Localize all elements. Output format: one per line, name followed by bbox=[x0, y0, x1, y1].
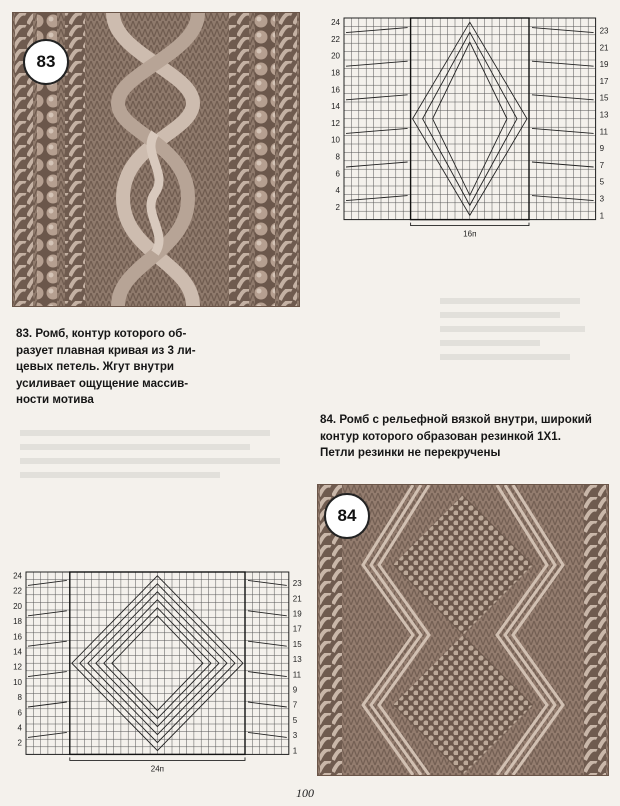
cable-cross-mark bbox=[248, 611, 287, 616]
cable-cross-mark bbox=[532, 128, 594, 133]
row-number-right: 19 bbox=[292, 609, 302, 619]
caption-line: Петли резинки не перекручены bbox=[320, 446, 501, 459]
photo-84-knit-sample bbox=[317, 484, 609, 776]
caption-84 bbox=[320, 412, 592, 462]
cable-cross-mark bbox=[346, 128, 408, 133]
row-number-left: 12 bbox=[13, 662, 22, 672]
cable-cross-mark bbox=[532, 196, 594, 201]
page-number: 100 bbox=[296, 786, 314, 800]
row-number-right: 13 bbox=[599, 110, 609, 120]
caption-line: разует плавная кривая из 3 ли- bbox=[16, 343, 196, 357]
row-number-right: 15 bbox=[599, 93, 609, 103]
row-number-right: 7 bbox=[292, 700, 298, 710]
row-number-right: 3 bbox=[292, 731, 298, 741]
row-number-left: 18 bbox=[13, 617, 22, 627]
pattern-number-badge-83: 83 bbox=[23, 39, 69, 85]
row-number-right: 15 bbox=[292, 639, 302, 649]
row-number-right: 11 bbox=[599, 127, 608, 137]
row-number-right: 9 bbox=[292, 685, 298, 695]
row-number-right: 1 bbox=[599, 211, 605, 221]
row-number-right: 3 bbox=[599, 194, 605, 204]
cable-cross-mark bbox=[346, 61, 408, 66]
caption-line: усиливает ощущение массив- bbox=[16, 376, 189, 390]
row-number-left: 22 bbox=[13, 586, 22, 596]
cable-cross-mark bbox=[28, 641, 67, 646]
row-number-right: 17 bbox=[599, 76, 609, 86]
cable-cross-mark bbox=[532, 162, 594, 167]
row-number-right: 5 bbox=[292, 715, 298, 725]
row-number-right: 1 bbox=[292, 746, 298, 756]
row-number-left: 20 bbox=[13, 601, 22, 611]
row-number-left: 14 bbox=[13, 647, 22, 657]
row-number-left: 10 bbox=[13, 677, 22, 687]
row-number-left: 4 bbox=[17, 723, 22, 733]
cable-cross-mark bbox=[28, 611, 67, 616]
chart-84 bbox=[8, 568, 308, 780]
row-number-right: 21 bbox=[292, 594, 302, 604]
cable-cross-mark bbox=[28, 732, 67, 737]
row-number-left: 24 bbox=[13, 571, 22, 581]
row-number-right: 23 bbox=[599, 26, 609, 36]
caption-line: цевых петель. Жгут внутри bbox=[16, 360, 175, 373]
row-number-right: 11 bbox=[292, 670, 302, 680]
row-number-left: 2 bbox=[17, 738, 22, 748]
row-number-right: 23 bbox=[292, 579, 302, 589]
stitch-chart-84 bbox=[8, 568, 308, 780]
cable-cross-mark bbox=[248, 732, 287, 737]
row-number-left: 8 bbox=[335, 152, 340, 162]
caption-line: ности мотива bbox=[16, 393, 94, 406]
row-number-left: 22 bbox=[331, 34, 340, 44]
cable-cross-mark bbox=[28, 702, 67, 707]
cable-cross-mark bbox=[248, 641, 287, 646]
width-bracket bbox=[70, 757, 245, 760]
cable-cross-mark bbox=[248, 580, 287, 585]
row-number-left: 24 bbox=[331, 18, 340, 28]
row-number-right: 9 bbox=[599, 144, 605, 154]
row-number-left: 16 bbox=[331, 85, 340, 95]
row-number-right: 7 bbox=[599, 160, 605, 170]
photo-83-knit-sample bbox=[12, 12, 300, 307]
stitch-chart-83 bbox=[330, 14, 612, 244]
row-number-left: 20 bbox=[331, 51, 340, 61]
cable-cross-mark bbox=[28, 672, 67, 677]
cable-cross-mark bbox=[28, 580, 67, 585]
row-number-left: 6 bbox=[335, 169, 340, 179]
row-number-left: 14 bbox=[331, 102, 340, 112]
row-number-left: 10 bbox=[331, 135, 340, 145]
row-number-right: 17 bbox=[292, 624, 302, 634]
pattern-number-badge-84: 84 bbox=[324, 493, 370, 539]
stitch-width-label: 16п bbox=[463, 229, 477, 239]
caption-line: контур которого образован резинкой 1Х1. bbox=[320, 429, 561, 443]
row-number-left: 12 bbox=[331, 118, 340, 128]
bleed-through-text bbox=[440, 298, 590, 368]
row-number-right: 13 bbox=[292, 655, 302, 665]
caption-line: 84. Ромб с рельефной вязкой внутри, широкий bbox=[320, 413, 592, 426]
cable-cross-mark bbox=[532, 61, 594, 66]
bleed-through-text bbox=[20, 430, 290, 486]
cable-cross-mark bbox=[248, 672, 287, 677]
cable-cross-mark bbox=[248, 702, 287, 707]
row-number-right: 21 bbox=[599, 43, 609, 53]
cable-cross-mark bbox=[346, 196, 408, 201]
stitch-width-label: 24п bbox=[150, 764, 165, 774]
chart-83 bbox=[330, 14, 612, 244]
row-number-left: 16 bbox=[13, 632, 22, 642]
cable-cross-mark bbox=[346, 95, 408, 100]
cable-cross-mark bbox=[532, 95, 594, 100]
row-number-right: 19 bbox=[599, 60, 609, 70]
cable-cross-mark bbox=[346, 28, 408, 33]
row-number-left: 6 bbox=[17, 708, 22, 718]
cable-cross-mark bbox=[532, 28, 594, 33]
row-number-left: 4 bbox=[335, 186, 340, 196]
caption-83 bbox=[16, 326, 196, 409]
caption-line: 83. Ромб, контур которого об- bbox=[16, 327, 187, 340]
row-number-left: 8 bbox=[17, 693, 22, 703]
row-number-left: 2 bbox=[335, 202, 340, 212]
width-bracket bbox=[411, 223, 529, 226]
row-number-left: 18 bbox=[331, 68, 340, 78]
cable-cross-mark bbox=[346, 162, 408, 167]
row-number-right: 5 bbox=[599, 177, 605, 187]
